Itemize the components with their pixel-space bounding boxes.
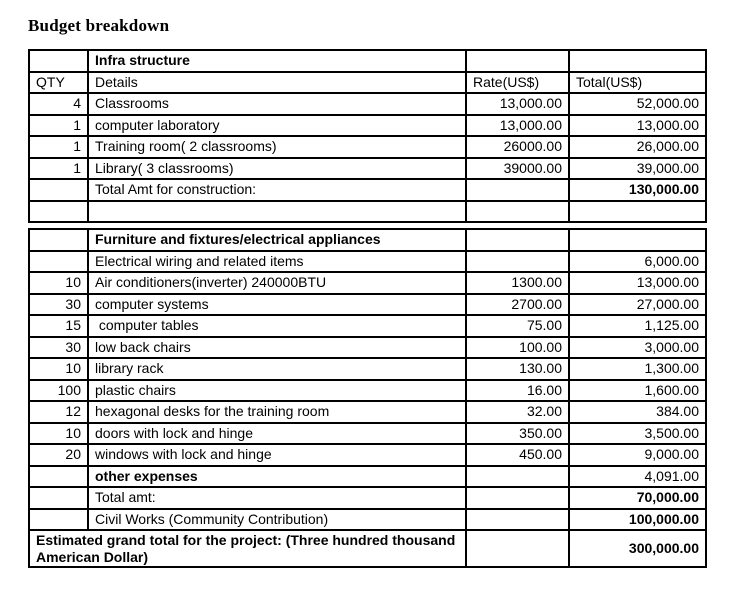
qty-cell: [29, 201, 88, 223]
rate-cell: 16.00: [466, 380, 569, 402]
budget-table: [28, 49, 746, 568]
rate-cell: 26000.00: [466, 136, 569, 158]
details-cell: computer systems: [88, 294, 466, 316]
table-row: [29, 358, 706, 380]
grand-total-label-cell: Estimated grand total for the project: (Three hundred thousand American Dollar): [29, 530, 466, 567]
qty-cell: 30: [29, 337, 88, 359]
details-cell: hexagonal desks for the training room: [88, 401, 466, 423]
details-cell: Electrical wiring and related items: [88, 251, 466, 273]
rate-cell: 350.00: [466, 423, 569, 445]
qty-cell: 20: [29, 444, 88, 466]
page-title: Budget breakdown: [28, 16, 170, 35]
qty-cell: 100: [29, 380, 88, 402]
qty-cell: [29, 487, 88, 509]
rate-cell: 100.00: [466, 337, 569, 359]
details-cell: Civil Works (Community Contribution): [88, 509, 466, 531]
details-cell: doors with lock and hinge: [88, 423, 466, 445]
table-row: [29, 115, 706, 137]
total-header-cell: Total(US$): [569, 72, 706, 94]
qty-cell: [29, 50, 88, 72]
table-row: [29, 158, 706, 180]
details-cell: other expenses: [88, 466, 466, 488]
total-cell: 1,125.00: [569, 315, 706, 337]
details-cell: computer tables: [88, 315, 466, 337]
total-cell: 39,000.00: [569, 158, 706, 180]
rate-cell: [466, 251, 569, 273]
rate-cell: 13,000.00: [466, 93, 569, 115]
qty-cell: 10: [29, 358, 88, 380]
details-cell: Furniture and fixtures/electrical appliances: [88, 229, 466, 251]
qty-cell: 10: [29, 272, 88, 294]
rate-cell: [466, 50, 569, 72]
details-cell: plastic chairs: [88, 380, 466, 402]
table-row: [29, 444, 706, 466]
total-cell: 130,000.00: [569, 179, 706, 201]
details-cell: Classrooms: [88, 93, 466, 115]
details-cell: Air conditioners(inverter) 240000BTU: [88, 272, 466, 294]
total-cell: 3,000.00: [569, 337, 706, 359]
total-cell: 27,000.00: [569, 294, 706, 316]
rate-cell: [466, 201, 569, 223]
qty-cell: 10: [29, 423, 88, 445]
details-header-cell: Details: [88, 72, 466, 94]
details-cell: Library( 3 classrooms): [88, 158, 466, 180]
table-row: [29, 50, 706, 72]
total-cell: 4,091.00: [569, 466, 706, 488]
table-row: [29, 136, 706, 158]
rate-cell: 130.00: [466, 358, 569, 380]
qty-cell: [29, 466, 88, 488]
total-cell: 70,000.00: [569, 487, 706, 509]
table-row: [29, 509, 706, 531]
qty-cell: [29, 251, 88, 273]
qty-cell: 12: [29, 401, 88, 423]
qty-cell: [29, 229, 88, 251]
qty-cell: 1: [29, 115, 88, 137]
table-row: [29, 423, 706, 445]
qty-cell: 1: [29, 136, 88, 158]
details-cell: Total Amt for construction:: [88, 179, 466, 201]
qty-header-cell: QTY: [29, 72, 88, 94]
total-cell: 384.00: [569, 401, 706, 423]
details-cell: library rack: [88, 358, 466, 380]
rate-cell: [466, 530, 569, 567]
table-row: [29, 72, 706, 94]
details-cell: Infra structure: [88, 50, 466, 72]
total-cell: [569, 50, 706, 72]
table-row: [29, 530, 706, 567]
table-row: [29, 229, 706, 251]
total-cell: 3,500.00: [569, 423, 706, 445]
table-row: [29, 179, 706, 201]
rate-cell: [466, 466, 569, 488]
details-cell: computer laboratory: [88, 115, 466, 137]
rate-cell: 32.00: [466, 401, 569, 423]
rate-cell: [466, 487, 569, 509]
rate-cell: 2700.00: [466, 294, 569, 316]
total-cell: 52,000.00: [569, 93, 706, 115]
total-cell: [569, 201, 706, 223]
details-cell: Total amt:: [88, 487, 466, 509]
budget-table-section-2: [28, 228, 707, 568]
details-cell: low back chairs: [88, 337, 466, 359]
table-row: [29, 294, 706, 316]
table-row: [29, 201, 706, 223]
table-row: [29, 315, 706, 337]
rate-cell: 13,000.00: [466, 115, 569, 137]
qty-cell: 15: [29, 315, 88, 337]
table-row: [29, 401, 706, 423]
details-cell: Training room( 2 classrooms): [88, 136, 466, 158]
details-cell: windows with lock and hinge: [88, 444, 466, 466]
total-cell: 300,000.00: [569, 530, 706, 567]
rate-cell: [466, 509, 569, 531]
total-cell: 1,600.00: [569, 380, 706, 402]
rate-cell: 1300.00: [466, 272, 569, 294]
table-row: [29, 337, 706, 359]
table-row: [29, 487, 706, 509]
total-cell: [569, 229, 706, 251]
total-cell: 13,000.00: [569, 115, 706, 137]
rate-cell: 75.00: [466, 315, 569, 337]
total-cell: 6,000.00: [569, 251, 706, 273]
qty-cell: [29, 509, 88, 531]
qty-cell: 1: [29, 158, 88, 180]
details-cell: [88, 201, 466, 223]
budget-table-section-1: [28, 49, 707, 223]
rate-cell: [466, 229, 569, 251]
total-cell: 26,000.00: [569, 136, 706, 158]
qty-cell: 30: [29, 294, 88, 316]
table-row: [29, 93, 706, 115]
rate-header-cell: Rate(US$): [466, 72, 569, 94]
table-row: [29, 380, 706, 402]
total-cell: 100,000.00: [569, 509, 706, 531]
total-cell: 9,000.00: [569, 444, 706, 466]
qty-cell: [29, 179, 88, 201]
table-row: [29, 272, 706, 294]
rate-cell: 450.00: [466, 444, 569, 466]
total-cell: 1,300.00: [569, 358, 706, 380]
total-cell: 13,000.00: [569, 272, 706, 294]
table-row: [29, 466, 706, 488]
qty-cell: 4: [29, 93, 88, 115]
table-row: [29, 251, 706, 273]
rate-cell: 39000.00: [466, 158, 569, 180]
rate-cell: [466, 179, 569, 201]
